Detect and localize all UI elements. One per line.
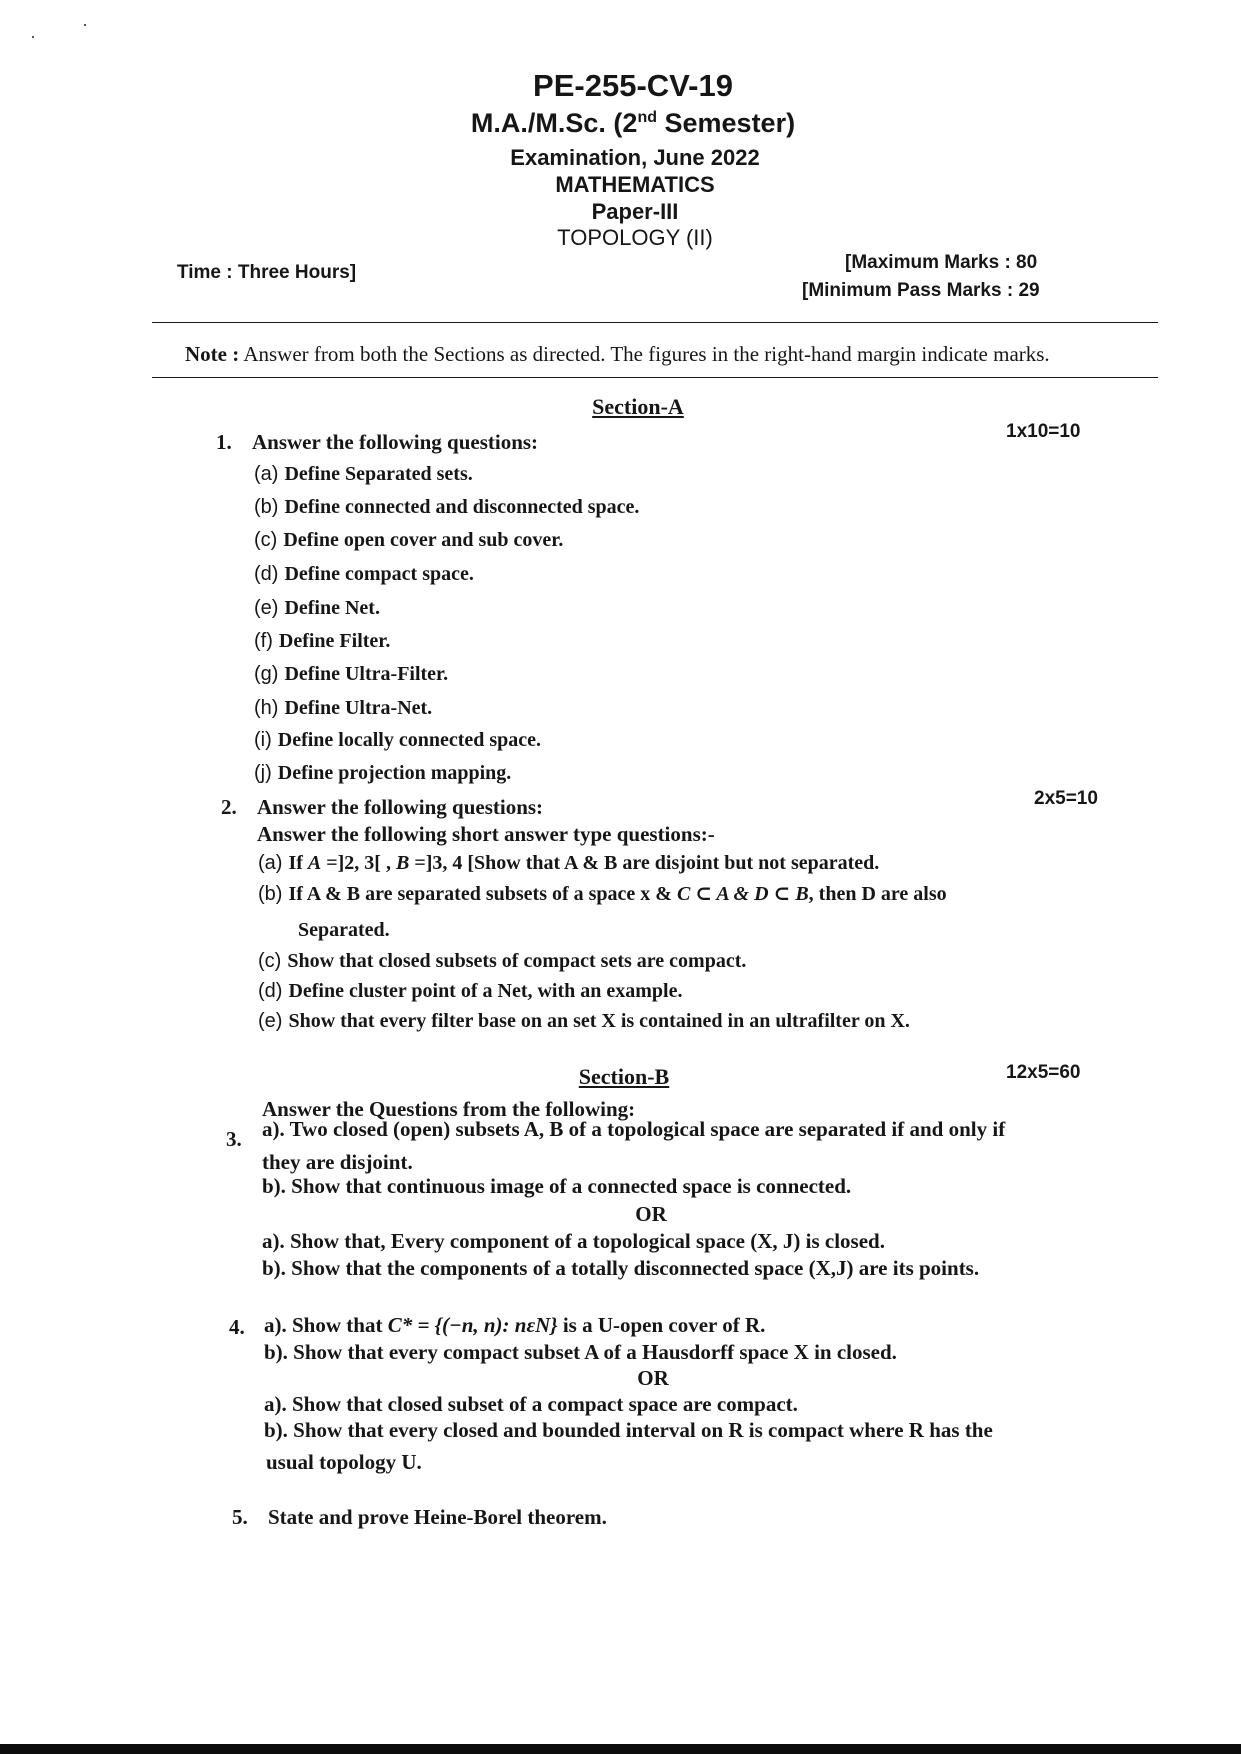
or-divider: OR: [637, 1366, 669, 1390]
question-prompt: Answer the following questions:: [252, 430, 539, 454]
subject-title: MATHEMATICS: [555, 172, 715, 197]
or-divider: OR: [635, 1202, 667, 1226]
list-item: (d) Define cluster point of a Net, with an example.: [258, 980, 683, 1002]
question-number: 5.: [232, 1505, 248, 1529]
section-b-marks: 12x5=60: [1006, 1062, 1081, 1083]
maximum-marks: [Maximum Marks : 80: [845, 252, 1038, 273]
scan-bottom-edge: [0, 1744, 1241, 1754]
question-number: 4.: [229, 1315, 245, 1339]
list-item: (f) Define Filter.: [254, 630, 391, 652]
scan-speck: [84, 24, 86, 26]
note-bottom-rule: [152, 377, 1158, 378]
list-item: (c) Define open cover and sub cover.: [254, 529, 564, 551]
question-text: a). Two closed (open) subsets A, B of a topological space are separated if and only if: [262, 1117, 1006, 1141]
list-item-continuation: Separated.: [298, 919, 390, 941]
exam-session: Examination, June 2022: [510, 145, 760, 170]
list-item: (b) Define connected and disconnected space.: [254, 496, 640, 518]
minimum-pass-marks: [Minimum Pass Marks : 29: [802, 280, 1040, 301]
question-text: a). Show that closed subset of a compact space are compact.: [264, 1392, 798, 1416]
question-number: 1.: [216, 430, 232, 454]
list-item: (j) Define projection mapping.: [254, 762, 512, 784]
question-marks: 1x10=10: [1006, 421, 1081, 442]
question-text: usual topology U.: [266, 1450, 422, 1474]
list-item: (g) Define Ultra-Filter.: [254, 663, 449, 685]
note-top-rule: [152, 322, 1158, 323]
list-item: (e) Define Net.: [254, 597, 380, 619]
question-text: State and prove Heine-Borel theorem.: [268, 1505, 607, 1529]
question-number: 2.: [221, 795, 237, 819]
paper-code: PE-255-CV-19: [533, 68, 733, 103]
question-text: b). Show that every compact subset A of a Hausdorff space X in closed.: [264, 1340, 897, 1364]
question-text: a). Show that C* = {(−n, n): nεN} is a U-open cover of R.: [264, 1313, 766, 1337]
question-text: they are disjoint.: [262, 1150, 413, 1174]
note-text: Answer from both the Sections as directed. The figures in the right-hand margin indicate marks.: [243, 342, 1050, 366]
section-b-heading: Section-B: [578, 1064, 670, 1089]
list-item: (d) Define compact space.: [254, 563, 474, 585]
question-text: a). Show that, Every component of a topological space (X, J) is closed.: [262, 1229, 885, 1253]
question-marks: 2x5=10: [1034, 788, 1098, 809]
time-allowed: Time : Three Hours]: [177, 262, 357, 283]
topic-title: TOPOLOGY (II): [557, 225, 713, 250]
question-number: 3.: [226, 1127, 242, 1151]
list-item: (c) Show that closed subsets of compact sets are compact.: [258, 950, 747, 972]
degree-title: M.A./M.Sc. (2nd Semester): [470, 108, 796, 138]
section-a-heading: Section-A: [592, 394, 684, 419]
list-item: (h) Define Ultra-Net.: [254, 697, 433, 719]
list-item: (b) If A & B are separated subsets of a space x & C ⊂ A & D ⊂ B, then D are also: [258, 883, 947, 905]
question-text: b). Show that every closed and bounded interval on R is compact where R has the: [264, 1418, 993, 1442]
question-subprompt: Answer the following short answer type questions:-: [257, 822, 715, 846]
list-item: (a) Define Separated sets.: [254, 463, 473, 485]
scan-speck: [32, 36, 34, 38]
question-text: b). Show that continuous image of a connected space is connected.: [262, 1174, 852, 1198]
question-text: b). Show that the components of a totally disconnected space (X,J) are its points.: [262, 1256, 980, 1280]
instructions-note: [185, 342, 1050, 367]
list-item: (i) Define locally connected space.: [254, 729, 542, 751]
list-item: (e) Show that every filter base on an set X is contained in an ultrafilter on X.: [258, 1010, 910, 1032]
note-label: Note :: [185, 342, 240, 366]
list-item: (a) If A =]2, 3[ , B =]3, 4 [Show that A & B are disjoint but not separated.: [258, 852, 880, 874]
question-prompt: Answer the following questions:: [257, 795, 544, 819]
section-b-prompt: Answer the Questions from the following:: [262, 1097, 636, 1121]
paper-number: Paper-III: [591, 199, 679, 224]
